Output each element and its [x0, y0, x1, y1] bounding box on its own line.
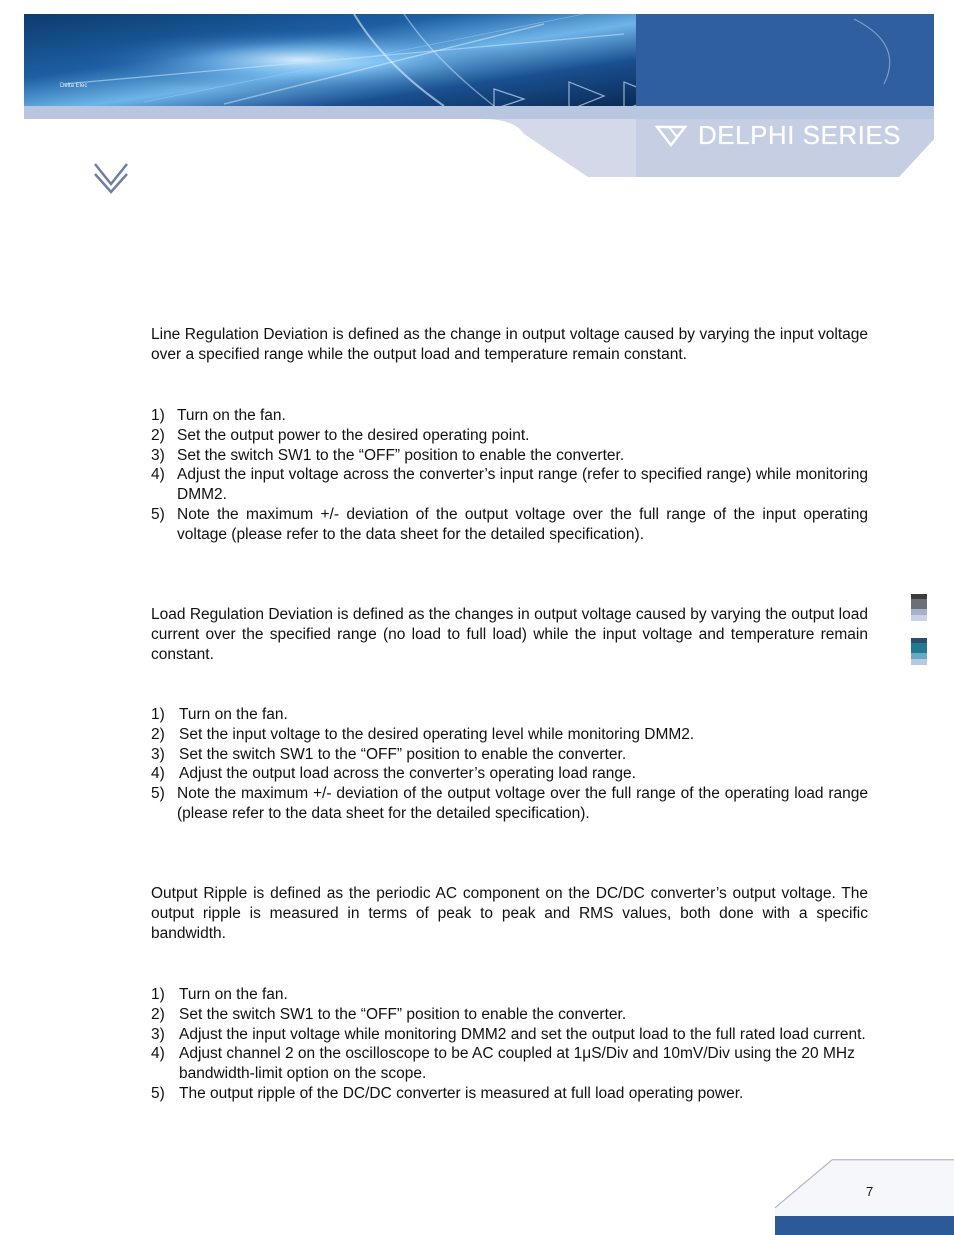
line-regulation-steps [151, 406, 868, 545]
output-ripple-definition: Output Ripple is defined as the periodic AC component on the DC/DC converter’s output voltage. The output ripple is measured in terms of peak to peak and RMS values, both done with a specific bandwidth. [151, 885, 868, 942]
output-ripple-steps [151, 985, 868, 1104]
list-item: 1) Turn on the fan. [151, 706, 288, 723]
line-regulation-definition: Line Regulation Deviation is defined as the change in output voltage caused by varying the input voltage over a specified range while the output load and temperature remain constant. [151, 326, 868, 363]
chevron-logo-icon [92, 158, 130, 196]
list-item: 4) Adjust channel 2 on the oscilloscope to be AC coupled at 1μS/Div and 10mV/Div using the 20 MHz bandwidth-limit option on the scope. [151, 1045, 855, 1083]
list-item: 2) Set the input voltage to the desired operating level while monitoring DMM2. [151, 725, 695, 743]
list-item: 3) Set the switch SW1 to the “OFF” position to enable the converter. [151, 745, 627, 763]
list-item: 4) Adjust the output load across the converter’s operating load range. [151, 765, 636, 783]
page-number: 7 [866, 1184, 874, 1199]
list-item: 3) Adjust the input voltage while monitoring DMM2 and set the output load to the full rated load current. [151, 1025, 866, 1043]
list-item: 2) Set the switch SW1 to the “OFF” position to enable the converter. [151, 1005, 627, 1023]
footer-graphic [770, 1158, 954, 1235]
list-item: 5) The output ripple of the DC/DC converter is measured at full load operating power. [151, 1084, 744, 1102]
list-item: 3) Set the switch SW1 to the “OFF” position to enable the converter. [151, 446, 625, 464]
list-item: 4) Adjust the input voltage across the converter’s input range (refer to specified range) while monitoring DMM2. [151, 466, 868, 504]
list-item: 1) Turn on the fan. [151, 407, 286, 424]
list-item: 2) Set the output power to the desired operating point. [151, 426, 530, 444]
side-tab-marker-teal [911, 638, 927, 668]
list-item: 5) Note the maximum +/- deviation of the output voltage over the full range of the operating load range (please refer to the data sheet for the detailed specification). [151, 785, 868, 822]
load-regulation-definition: Load Regulation Deviation is defined as the changes in output voltage caused by varying the output load current over the specified range (no load to full load) while the input voltage and temperature remain constant. [151, 606, 868, 663]
list-item: 5) Note the maximum +/- deviation of the output voltage over the full range of the input operating voltage (please refer to the data sheet for the detailed specification). [151, 505, 868, 543]
banner-caption: Delta Elec [60, 83, 88, 89]
banner-graphic [24, 14, 934, 177]
brand-title: DELPHI SERIES [698, 120, 902, 150]
load-regulation-steps [151, 705, 868, 824]
side-tab-marker-gray [911, 594, 927, 624]
header-banner [24, 14, 934, 177]
list-item: 1) Turn on the fan. [151, 986, 288, 1003]
delphi-logo-icon [655, 124, 693, 148]
